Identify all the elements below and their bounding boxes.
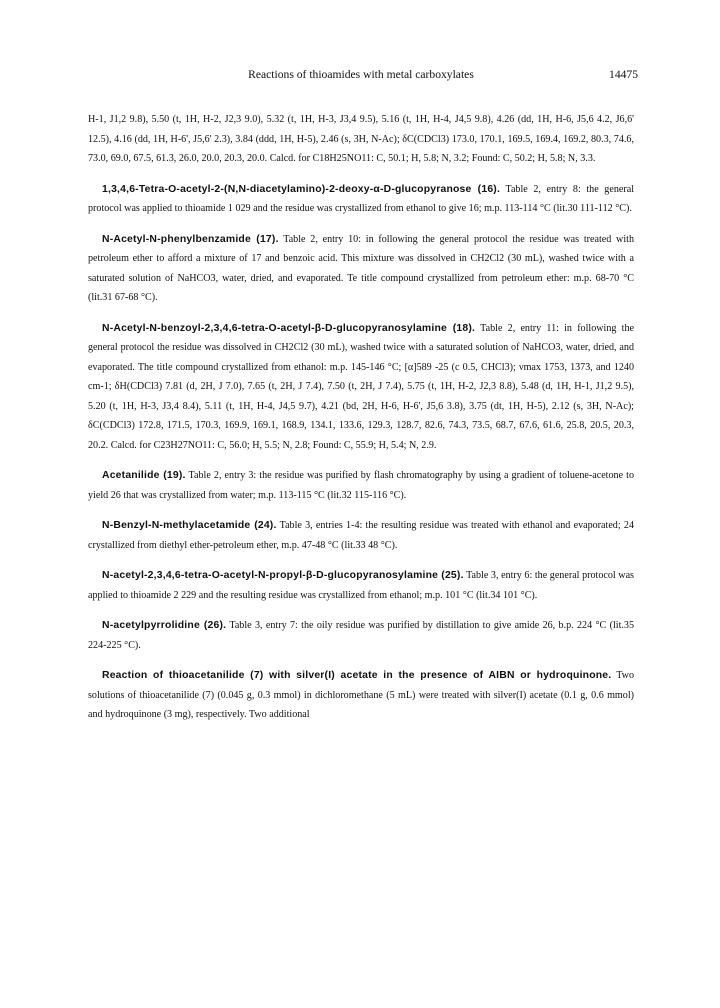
paragraph-text: Table 2, entry 3: the residue was purified by flash chromatography by using a gradient of toluene-acetone to yield 26 that was crystallized from water; m.p. 113-115 °C (lit.32 115-116 °C). (88, 470, 634, 501)
paragraph-compound-19 (88, 466, 634, 505)
paragraph-compound-24 (88, 516, 634, 555)
paragraph-text: Table 3, entries 1-4: the resulting residue was treated with ethanol and evaporated; 24 crystallized from diethyl ether-petroleum ether, m.p. 47-48 °C (lit.33 48 °C). (88, 520, 634, 551)
paragraph-compound-18 (88, 319, 634, 456)
paragraph-continuation (88, 110, 634, 169)
document-page (88, 68, 638, 736)
paragraph-heading: N-Acetyl-N-phenylbenzamide (17). (102, 233, 279, 245)
paragraph-text: Table 2, entry 10: in following the general protocol the residue was treated with petroleum ether to afford a mixture of 17 and benzoic acid. This mixture was dissolved in CH2Cl2 (30 mL), washed twice with a saturated solution of NaHCO3, water, dried, and evaporated. Te title compound crystallized from petroleum ether: m.p. 68-70 °C (lit.31 67-68 °C). (88, 233, 634, 303)
paragraph-compound-25 (88, 566, 634, 605)
paragraph-heading: N-acetylpyrrolidine (26). (102, 620, 227, 631)
paragraph-compound-26 (88, 616, 634, 655)
paragraph-text: Table 3, entry 6: the general protocol was applied to thioamide 2 229 and the resulting residue was crystallized from ethanol; m.p. 101 °C (lit.34 101 °C). (88, 570, 634, 601)
paragraph-text: Table 2, entry 11: in following the general protocol the residue was dissolved in CH2Cl2 (30 mL), washed twice with a saturated solution of NaHCO3, water, dried, and evaporated. The title compound crystallized from ethanol: m.p. 145-146 °C; [α]589 -25 (c 0.5, CHCl3); νmax 1753, 1373, and 1240 cm-1; δH(CDCl3) 7.81 (d, 2H, J 7.0), 7.65 (t, 2H, J 7.4), 7.50 (t, 2H, J 7.4), 5.75 (t, 1H, H-2, J2,3 8.8), 5.48 (d, 1H, H-1, J1,2 9.5), 5.20 (t, 1H, H-3, J3,4 8.4), 5.11 (t, 1H, H-4, J4,5 9.7), 4.21 (bd, 2H, H-6, H-6', J5,6 3.8), 3.75 (dt, 1H, H-5), 2.12 (s, 3H, N-Ac); δC(CDCl3) 172.8, 171.5, 170.3, 169.9, 169.1, 168.9, 134.1, 133.6, 129.3, 128.7, 82.6, 74.3, 73.5, 68.7, 67.6, 61.6, 25.8, 20.5, 20.3, 20.2. Calcd. for C23H27NO11: C, 56.0; H, 5.5; N, 2.8; Found: C, 55.9; H, 5.4; N, 2.9. (88, 322, 634, 451)
paragraph-text: Two solutions of thioacetanilide (7) (0.045 g, 0.3 mmol) in dichloromethane (5 mL) were treated with silver(I) acetate (0.1 g, 0.6 mmol) and hydroquinone (3 mg), respectively. Two additional (88, 670, 635, 720)
paragraph-heading: Acetanilide (19). (102, 470, 186, 481)
paragraph-heading: N-Benzyl-N-methylacetamide (24). (102, 520, 277, 531)
paragraph-heading: N-Acetyl-N-benzoyl-2,3,4,6-tetra-O-acetyl-β-D-glucopyranosylamine (18). (102, 322, 476, 334)
running-title: Reactions of thioamides with metal carboxylates (248, 68, 474, 81)
paragraph-text: Table 2, entry 8: the general protocol was applied to thioamide 1 029 and the residue was crystallized from ethanol to give 16; m.p. 113-114 °C (lit.30 111-112 °C). (88, 183, 634, 214)
page-number: 14475 (609, 68, 638, 81)
paragraph-text: H-1, J1,2 9.8), 5.50 (t, 1H, H-2, J2,3 9.0), 5.32 (t, 1H, H-3, J3,4 9.5), 5.16 (t, 1H, H-4, J4,5 9.8), 4.26 (dd, 1H, H-6, J5,6 4.2, J6,6' 12.5), 4.16 (dd, 1H, H-6', J5,6' 2.3), 3.84 (ddd, 1H, H-5), 2.46 (s, 3H, N-Ac); δC(CDCl3) 173.0, 170.1, 169.5, 169.4, 169.2, 80.3, 74.6, 73.0, 69.0, 67.5, 61.3, 26.0, 20.0, 20.3, 20.0. Calcd. for C18H25NO11: C, 50.1; H, 5.8; N, 3.2; Found: C, 50.2; H, 5.8; N, 3.3. (88, 114, 634, 164)
paragraph-text: Table 3, entry 7: the oily residue was purified by distillation to give amide 26, b.p. 224 °C (lit.35 224-225 °C). (88, 620, 634, 651)
paragraph-heading: 1,3,4,6-Tetra-O-acetyl-2-(N,N-diacetylamino)-2-deoxy-α-D-glucopyranose (16). (102, 183, 501, 195)
paragraph-heading: Reaction of thioacetanilide (7) with silver(I) acetate in the presence of AIBN or hydroquinone. (102, 670, 612, 681)
paragraph-heading: N-acetyl-2,3,4,6-tetra-O-acetyl-N-propyl-β-D-glucopyranosylamine (25). (102, 570, 464, 581)
paragraph-compound-16 (88, 180, 634, 219)
paragraph-reaction (88, 666, 634, 725)
running-header (88, 68, 638, 90)
paragraph-compound-17 (88, 230, 634, 308)
